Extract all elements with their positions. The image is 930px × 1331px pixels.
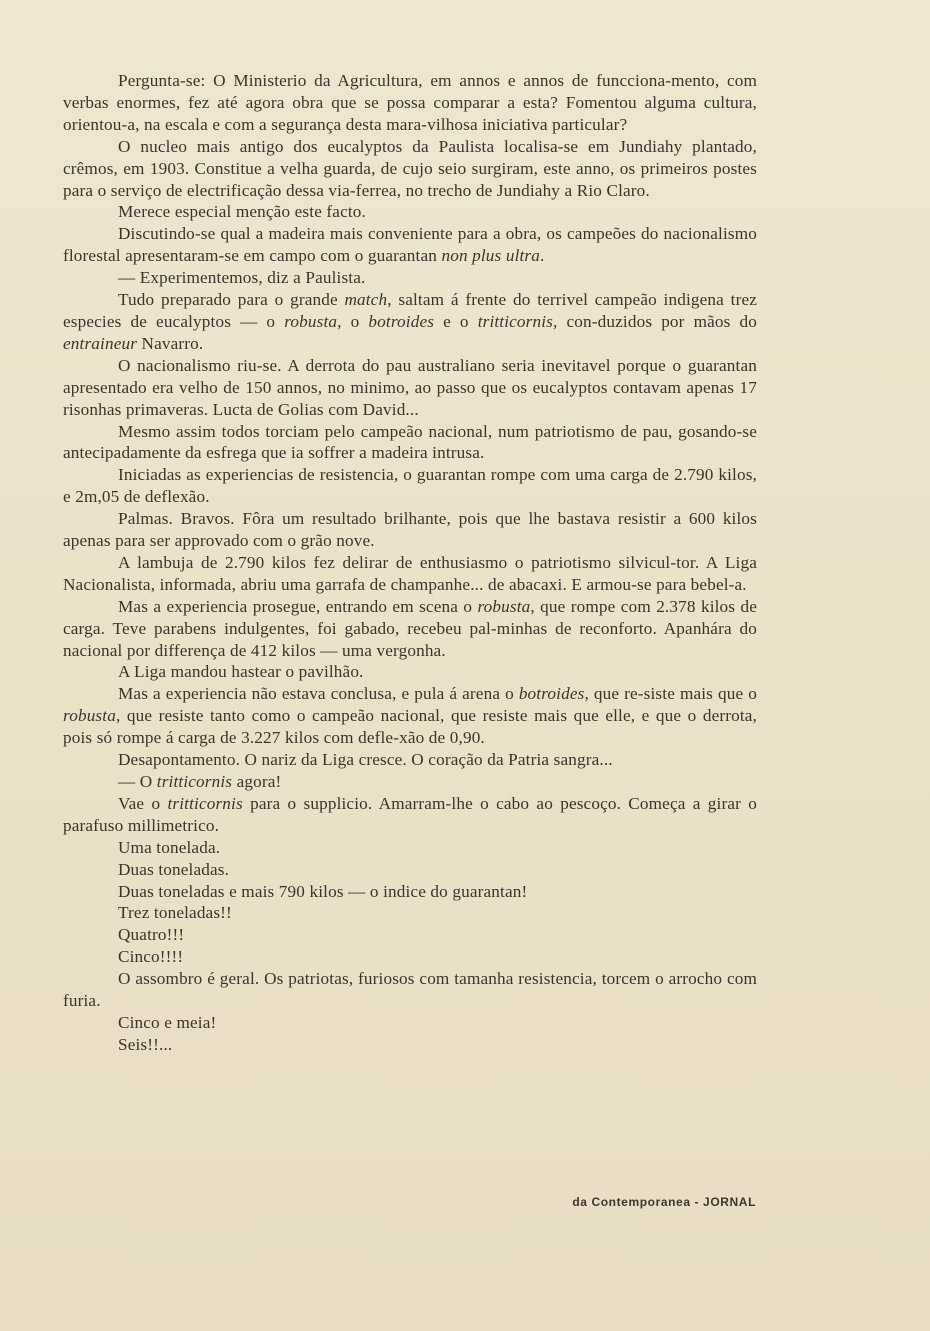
text-run: Cinco!!!!: [118, 947, 184, 967]
paragraph: [63, 552, 757, 596]
text-run: para o supplicio. Amarram-lhe o cabo ao pescoço. Começa a girar o parafuso millimetrico.: [63, 793, 758, 835]
text-run: Discutindo-se qual a madeira mais conveniente para a obra, os campeões do nacionalismo florestal apresentaram-se em campo com o guarantan: [63, 224, 757, 266]
text-run: .: [540, 246, 545, 266]
text-run: Mesmo assim todos torciam pelo campeão nacional, num patriotismo de pau, gosando-se antecipadamente da esfrega que ia soffrer a madeira intrusa.: [63, 421, 757, 463]
text-run: — O: [118, 772, 157, 791]
paragraph: [63, 223, 757, 267]
paragraph: [63, 924, 757, 946]
text-run: — Experimentemos, diz a Paulista.: [118, 268, 366, 288]
text-run: , que resiste tanto como o campeão nacional, que resiste mais que elle, e que o derrota, pois só rompe á carga de 3.227 kilos com defle-xão de 0,90.: [63, 706, 757, 748]
text-run: , saltam á frente do terrivel campeão indigena trez especies de eucalyptos — o: [63, 290, 757, 331]
text-run: Seis!!...: [118, 1034, 173, 1054]
text-run: A lambuja de 2.790 kilos fez delirar de enthusiasmo o patriotismo silvicul-tor. A Liga Nacionalista, informada, abriu uma garrafa de champanhe... de abacaxi. E armou-se para bebel-a.: [63, 552, 757, 594]
paragraph: [63, 421, 757, 465]
paragraph: [63, 70, 757, 136]
text-run: Mas a experiencia não estava conclusa, e pula á arena o: [118, 684, 519, 704]
text-run: Vae o: [118, 793, 168, 813]
text-run: Quatro!!!: [118, 925, 185, 945]
italic-term: entraineur: [63, 333, 138, 353]
text-run: agora!: [232, 772, 282, 791]
italic-term: botroides: [368, 311, 435, 331]
text-run: , con-duzidos por mãos do: [553, 311, 757, 331]
paragraph: [63, 946, 757, 968]
text-run: Iniciadas as experiencias de resistencia, o guarantan rompe com uma carga de 2.790 kilos, e 2m,05 de deflexão.: [63, 465, 757, 507]
paragraph: [63, 683, 757, 749]
text-run: Mas a experiencia prosegue, entrando em scena o: [118, 596, 478, 616]
paragraph: [63, 267, 757, 289]
paragraph: [63, 136, 757, 202]
text-run: O assombro é geral. Os patriotas, furiosos com tamanha resistencia, torcem o arrocho com furia.: [63, 969, 757, 1011]
text-run: Cinco e meia!: [118, 1012, 217, 1032]
text-run: Desapontamento. O nariz da Liga cresce. O coração da Patria sangra...: [118, 750, 613, 770]
text-run: Pergunta-se: O Ministerio da Agricultura, em annos e annos de funcciona-mento, com verbas enormes, fez até agora obra que se possa comparar a esta? Fomentou alguma cultura, orientou-a, na escala e com a segurança desta mara-vilhosa iniciativa particular?: [63, 71, 757, 134]
text-run: Tudo preparado para o grande: [118, 290, 345, 310]
paragraph: [63, 289, 757, 355]
text-run: Trez toneladas!!: [118, 903, 232, 923]
text-run: Duas toneladas e mais 790 kilos — o indice do guarantan!: [118, 881, 528, 901]
italic-term: botroides: [518, 684, 585, 704]
article-body: [63, 70, 757, 1056]
italic-term: match: [344, 290, 388, 310]
paragraph: [63, 596, 757, 662]
text-run: A Liga mandou hastear o pavilhão.: [118, 662, 364, 682]
paragraph: [63, 793, 757, 837]
text-run: , o: [337, 311, 369, 331]
italic-term: robusta: [63, 706, 116, 726]
italic-term: tritticornis: [477, 311, 554, 331]
paragraph: [63, 355, 757, 421]
paragraph: [63, 837, 757, 859]
text-run: Merece especial menção este facto.: [118, 202, 366, 222]
italic-term: tritticornis: [156, 772, 233, 791]
text-run: e o: [434, 311, 478, 331]
paragraph: [63, 749, 757, 771]
paragraph: [63, 859, 757, 881]
italic-term: robusta: [477, 596, 531, 616]
paragraph: [63, 464, 757, 508]
text-run: , que rompe com 2.378 kilos de carga. Teve parabens indulgentes, foi gabado, recebeu pal-minhas de reconforto. Apanhára do nacional por differença de 412 kilos — uma vergonha.: [63, 596, 758, 660]
paragraph: [63, 968, 757, 1012]
text-run: Palmas. Bravos. Fôra um resultado brilhante, pois que lhe bastava resistir a 600 kilos apenas para ser approvado com o grão nove.: [63, 509, 757, 551]
italic-term: non plus ultra: [441, 246, 541, 266]
paragraph: [63, 902, 757, 924]
source-footer: da Contemporanea - JORNAL: [572, 1195, 756, 1209]
italic-term: robusta: [284, 311, 338, 331]
paragraph: [63, 881, 757, 903]
paragraph: [63, 1012, 757, 1034]
text-run: O nacionalismo riu-se. A derrota do pau australiano seria inevitavel porque o guarantan apresentado era velho de 150 annos, no minimo, ao passo que os eucalyptos contavam apenas 17 risonhas primaveras. Lucta de Golias com David...: [63, 355, 757, 419]
paragraph: [63, 508, 757, 552]
paragraph: [63, 771, 757, 793]
text-run: Navarro.: [137, 333, 204, 353]
italic-term: tritticornis: [167, 793, 243, 813]
paragraph: [63, 201, 757, 223]
text-run: O nucleo mais antigo dos eucalyptos da Paulista localisa-se em Jundiahy plantado, crêmos, em 1903. Constitue a velha guarda, de cujo seio surgiram, este anno, os primeiros postes para o serviço de electrificação dessa via-ferrea, no trecho de Jundiahy a Rio Claro.: [63, 136, 757, 200]
text-run: Duas toneladas.: [118, 859, 230, 879]
paragraph: [63, 1034, 757, 1056]
paragraph: [63, 661, 757, 683]
text-run: , que re-siste mais que o: [584, 684, 757, 704]
text-run: Uma tonelada.: [118, 837, 221, 857]
